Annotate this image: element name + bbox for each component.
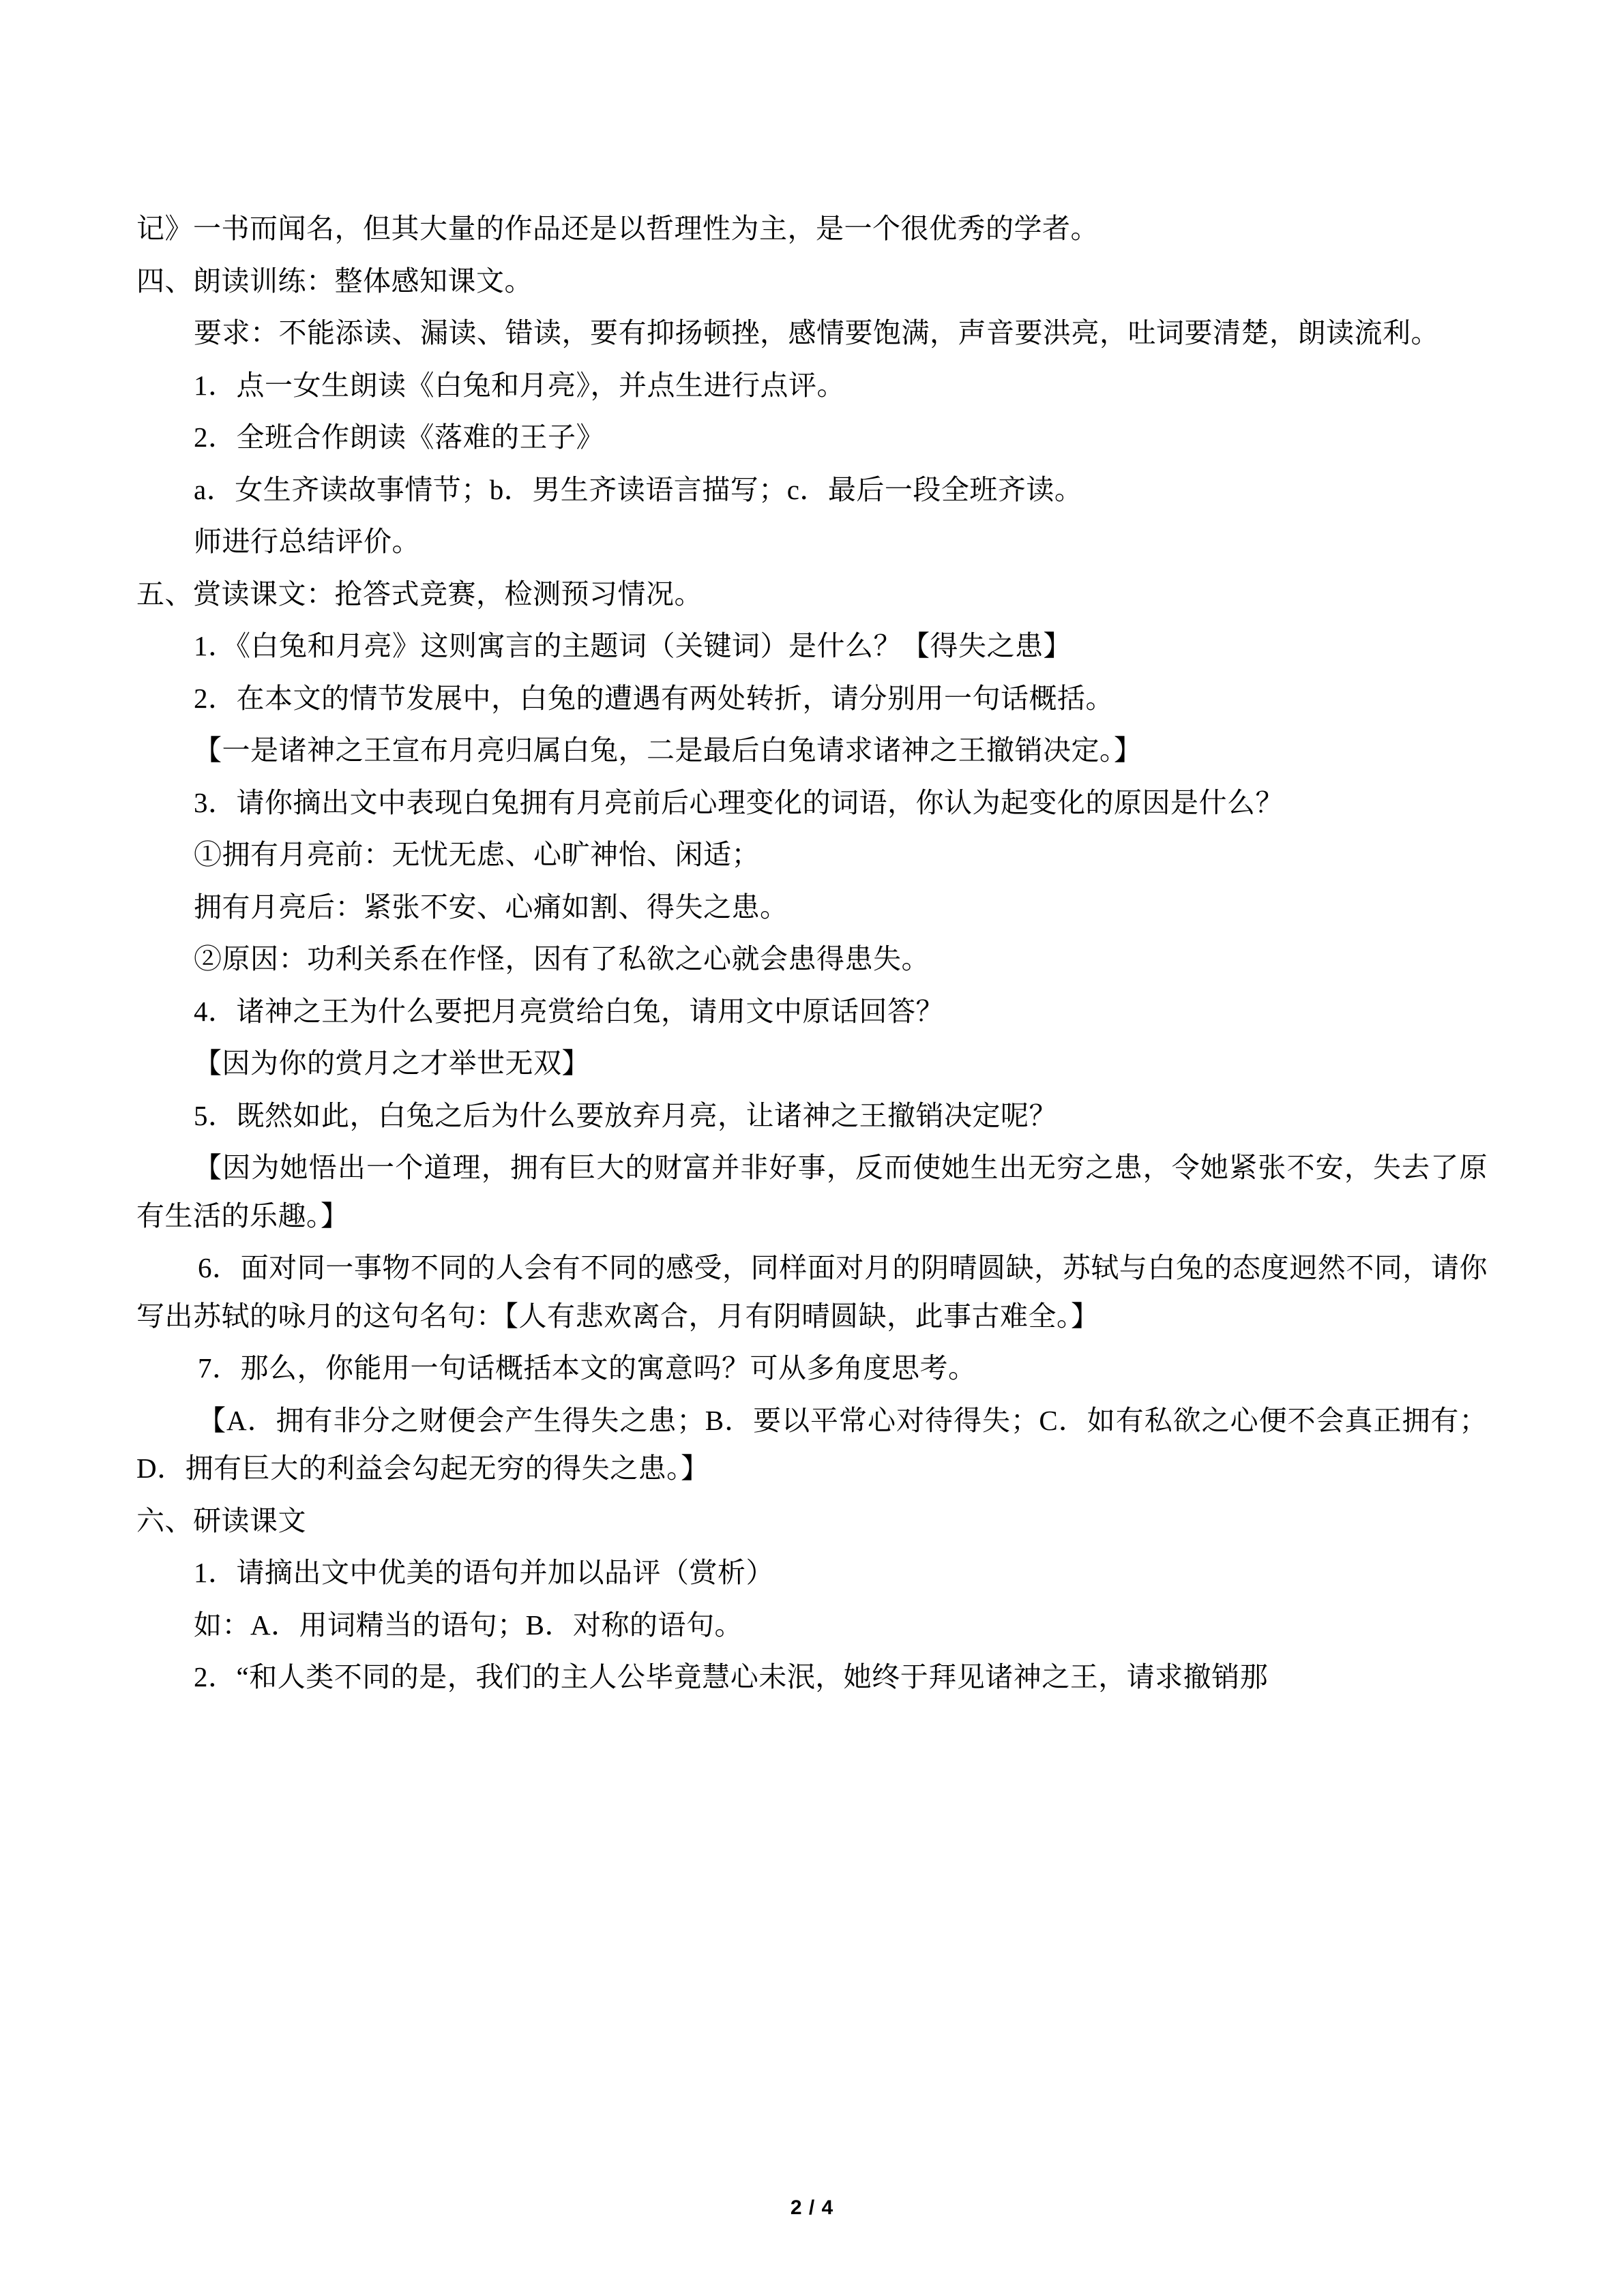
document-body [136,205,1488,1701]
page-number: 2 / 4 [790,2196,834,2219]
paragraph: 师进行总结评价。 [194,526,420,558]
paragraph: 【因为你的赏月之才举世无双】 [194,1047,590,1079]
paragraph: 【因为她悟出一个道理，拥有巨大的财富并非好事，反而使她生出无穷之患，令她紧张不安，失去了原有生活的乐趣。】 [136,1152,1488,1232]
paragraph: 拥有月亮后：紧张不安、心痛如割、得失之患。 [194,891,788,923]
paragraph: 【一是诸神之王宣布月亮归属白兔，二是最后白兔请求诸神之王撤销决定。】 [194,734,1142,766]
paragraph: 4．诸神之王为什么要把月亮赏给白兔，请用文中原话回答？ [194,995,944,1027]
paragraph: 六、研读课文 [136,1504,306,1536]
paragraph: 要求：不能添读、漏读、错读，要有抑扬顿挫，感情要饱满，声音要洪亮，吐词要清楚，朗读流利。 [194,317,1439,349]
paragraph: ②原因：功利关系在作怪，因有了私欲之心就会患得患失。 [194,943,930,975]
paragraph: 5．既然如此，白兔之后为什么要放弃月亮，让诸神之王撤销决定呢？ [194,1099,1057,1131]
paragraph: 【A．拥有非分之财便会产生得失之患；B．要以平常心对待得失；C．如有私欲之心便不会真正拥有；D．拥有巨大的利益会勾起无穷的得失之患。】 [136,1404,1488,1485]
paragraph: 如：A．用词精当的语句；B．对称的语句。 [194,1609,743,1641]
paragraph: 记》一书而闻名，但其大量的作品还是以哲理性为主，是一个很优秀的学者。 [136,213,1099,244]
paragraph: 6．面对同一事物不同的人会有不同的感受，同样面对月的阴晴圆缺，苏轼与白兔的态度迥然不同，请你写出苏轼的咏月的这句名句：【人有悲欢离合，月有阴晴圆缺，此事古难全。】 [136,1252,1488,1332]
paragraph: 四、朗读训练：整体感知课文。 [136,265,533,297]
paragraph: 2．全班合作朗读《落难的王子》 [194,421,604,453]
paragraph: 7．那么，你能用一句话概括本文的寓意吗？可从多角度思考。 [198,1352,977,1384]
paragraph: 1．请摘出文中优美的语句并加以品评（赏析） [194,1557,774,1589]
paragraph: a．女生齐读故事情节；b．男生齐读语言描写；c．最后一段全班齐读。 [194,473,1083,505]
paragraph: 3．请你摘出文中表现白兔拥有月亮前后心理变化的词语，你认为起变化的原因是什么？ [194,786,1284,818]
paragraph: 1．点一女生朗读《白兔和月亮》，并点生进行点评。 [194,369,845,401]
paragraph: 五、赏读课文：抢答式竞赛，检测预习情况。 [136,578,703,610]
paragraph: 2．“和人类不同的是，我们的主人公毕竟慧心未泯，她终于拜见诸神之王，请求撤销那 [194,1661,1269,1693]
paragraph: 1．《白兔和月亮》这则寓言的主题词（关键词）是什么？【得失之患】 [194,630,1072,662]
paragraph: 2．在本文的情节发展中，白兔的遭遇有两处转折，请分别用一句话概括。 [194,682,1114,714]
paragraph: ①拥有月亮前：无忧无虑、心旷神怡、闲适； [194,839,760,871]
